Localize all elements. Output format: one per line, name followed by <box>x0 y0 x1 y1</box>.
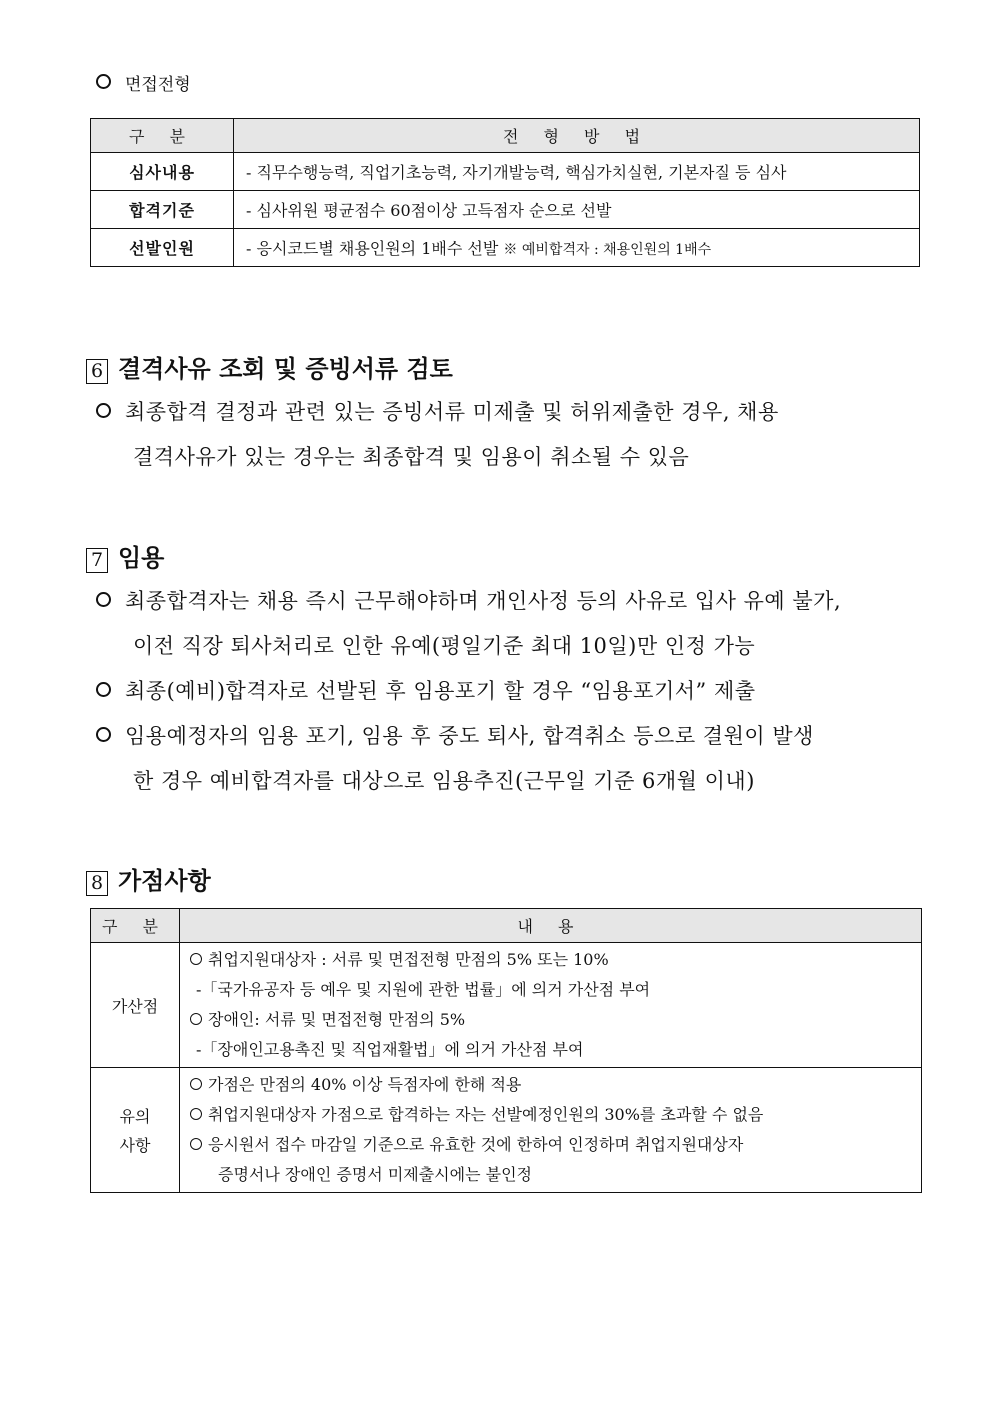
circle-bullet-icon <box>96 74 111 89</box>
row-value: - 직무수행능력, 직업기초능력, 자기개발능력, 핵심가치실현, 기본자질 등 심사 <box>234 153 920 191</box>
row-label <box>91 1068 180 1193</box>
list-item: -「국가유공자 등 예우 및 지원에 관한 법률」에 의거 가산점 부여 <box>196 980 651 999</box>
header-category: 구 분 <box>91 909 180 943</box>
bullet-text: 최종합격자는 채용 즉시 근무해야하며 개인사정 등의 사유로 입사 유예 불가, <box>125 589 842 613</box>
section7-bullet <box>96 585 841 615</box>
item-text: 장애인: 서류 및 면접전형 만점의 5% <box>208 1010 466 1029</box>
row-content <box>180 943 922 1068</box>
list-item <box>190 1005 915 1035</box>
row-label: 심사내용 <box>91 153 234 191</box>
table-row <box>91 229 920 267</box>
row-label: 합격기준 <box>91 191 234 229</box>
row-label: 선발인원 <box>91 229 234 267</box>
section7-bullet <box>96 675 756 705</box>
item-text: 가점은 만점의 40% 이상 득점자에 한해 적용 <box>208 1075 522 1094</box>
circle-bullet-icon <box>96 403 111 418</box>
bullet-text: 최종합격 결정과 관련 있는 증빙서류 미제출 및 허위제출한 경우, 채용 <box>125 400 779 424</box>
list-item <box>190 1100 915 1130</box>
section-title: 가점사항 <box>118 867 211 895</box>
section-8-heading <box>86 861 211 896</box>
bullet-text: 최종(예비)합격자로 선발된 후 임용포기 할 경우 “임용포기서” 제출 <box>125 679 756 703</box>
circle-bullet-icon <box>96 727 111 742</box>
selection-count-text: - 응시코드별 채용인원의 1배수 선발 <box>246 239 499 258</box>
section-number: 6 <box>86 359 108 384</box>
list-item <box>190 1070 915 1100</box>
list-item <box>190 945 915 975</box>
item-text: 취업지원대상자 : 서류 및 면접전형 만점의 5% 또는 10% <box>208 950 609 969</box>
circle-bullet-icon <box>96 592 111 607</box>
table-row <box>91 191 920 229</box>
table-row <box>91 1068 922 1193</box>
header-category: 구 분 <box>91 119 234 153</box>
list-item: -「장애인고용촉진 및 직업재활법」에 의거 가산점 부여 <box>196 1040 584 1059</box>
section-number: 8 <box>86 871 108 896</box>
row-content <box>180 1068 922 1193</box>
item-text: 취업지원대상자 가점으로 합격하는 자는 선발예정인원의 30%를 초과할 수 없음 <box>208 1105 764 1124</box>
section-7-heading <box>86 538 164 573</box>
reserve-note: ※ 예비합격자 : 채용인원의 1배수 <box>503 242 712 258</box>
header-content: 내 용 <box>180 909 922 943</box>
row-value <box>234 229 920 267</box>
interview-heading <box>96 70 191 95</box>
interview-title: 면접전형 <box>125 75 191 95</box>
bullet-continuation: 한 경우 예비합격자를 대상으로 임용추진(근무일 기준 6개월 이내) <box>133 769 755 793</box>
section-number: 7 <box>86 548 108 573</box>
label-line: 유의 <box>119 1107 151 1126</box>
list-item: 증명서나 장애인 증명서 미제출시에는 불인정 <box>218 1165 533 1184</box>
label-line: 사항 <box>119 1136 151 1155</box>
section7-bullet <box>96 720 814 750</box>
circle-bullet-icon <box>190 1013 202 1025</box>
bullet-continuation: 이전 직장 퇴사처리로 인한 유예(평일기준 최대 10일)만 인정 가능 <box>133 634 756 658</box>
circle-bullet-icon <box>96 682 111 697</box>
row-label: 가산점 <box>91 943 180 1068</box>
bonus-table <box>90 908 922 1193</box>
section-title: 임용 <box>118 544 165 572</box>
section6-bullet <box>96 396 779 426</box>
circle-bullet-icon <box>190 1078 202 1090</box>
item-text: 응시원서 접수 마감일 기준으로 유효한 것에 한하여 인정하며 취업지원대상자 <box>208 1135 744 1154</box>
list-item <box>190 1130 915 1160</box>
table-header-row <box>91 909 922 943</box>
interview-table <box>90 118 920 267</box>
table-row <box>91 943 922 1068</box>
row-value: - 심사위원 평균점수 60점이상 고득점자 순으로 선발 <box>234 191 920 229</box>
circle-bullet-icon <box>190 1138 202 1150</box>
circle-bullet-icon <box>190 1108 202 1120</box>
bullet-continuation: 결격사유가 있는 경우는 최종합격 및 임용이 취소될 수 있음 <box>133 445 690 469</box>
table-row <box>91 153 920 191</box>
header-method: 전 형 방 법 <box>234 119 920 153</box>
table-header-row <box>91 119 920 153</box>
section-title: 결격사유 조회 및 증빙서류 검토 <box>118 355 453 383</box>
section-6-heading <box>86 349 453 384</box>
bullet-text: 임용예정자의 임용 포기, 임용 후 중도 퇴사, 합격취소 등으로 결원이 발생 <box>125 724 814 748</box>
circle-bullet-icon <box>190 953 202 965</box>
